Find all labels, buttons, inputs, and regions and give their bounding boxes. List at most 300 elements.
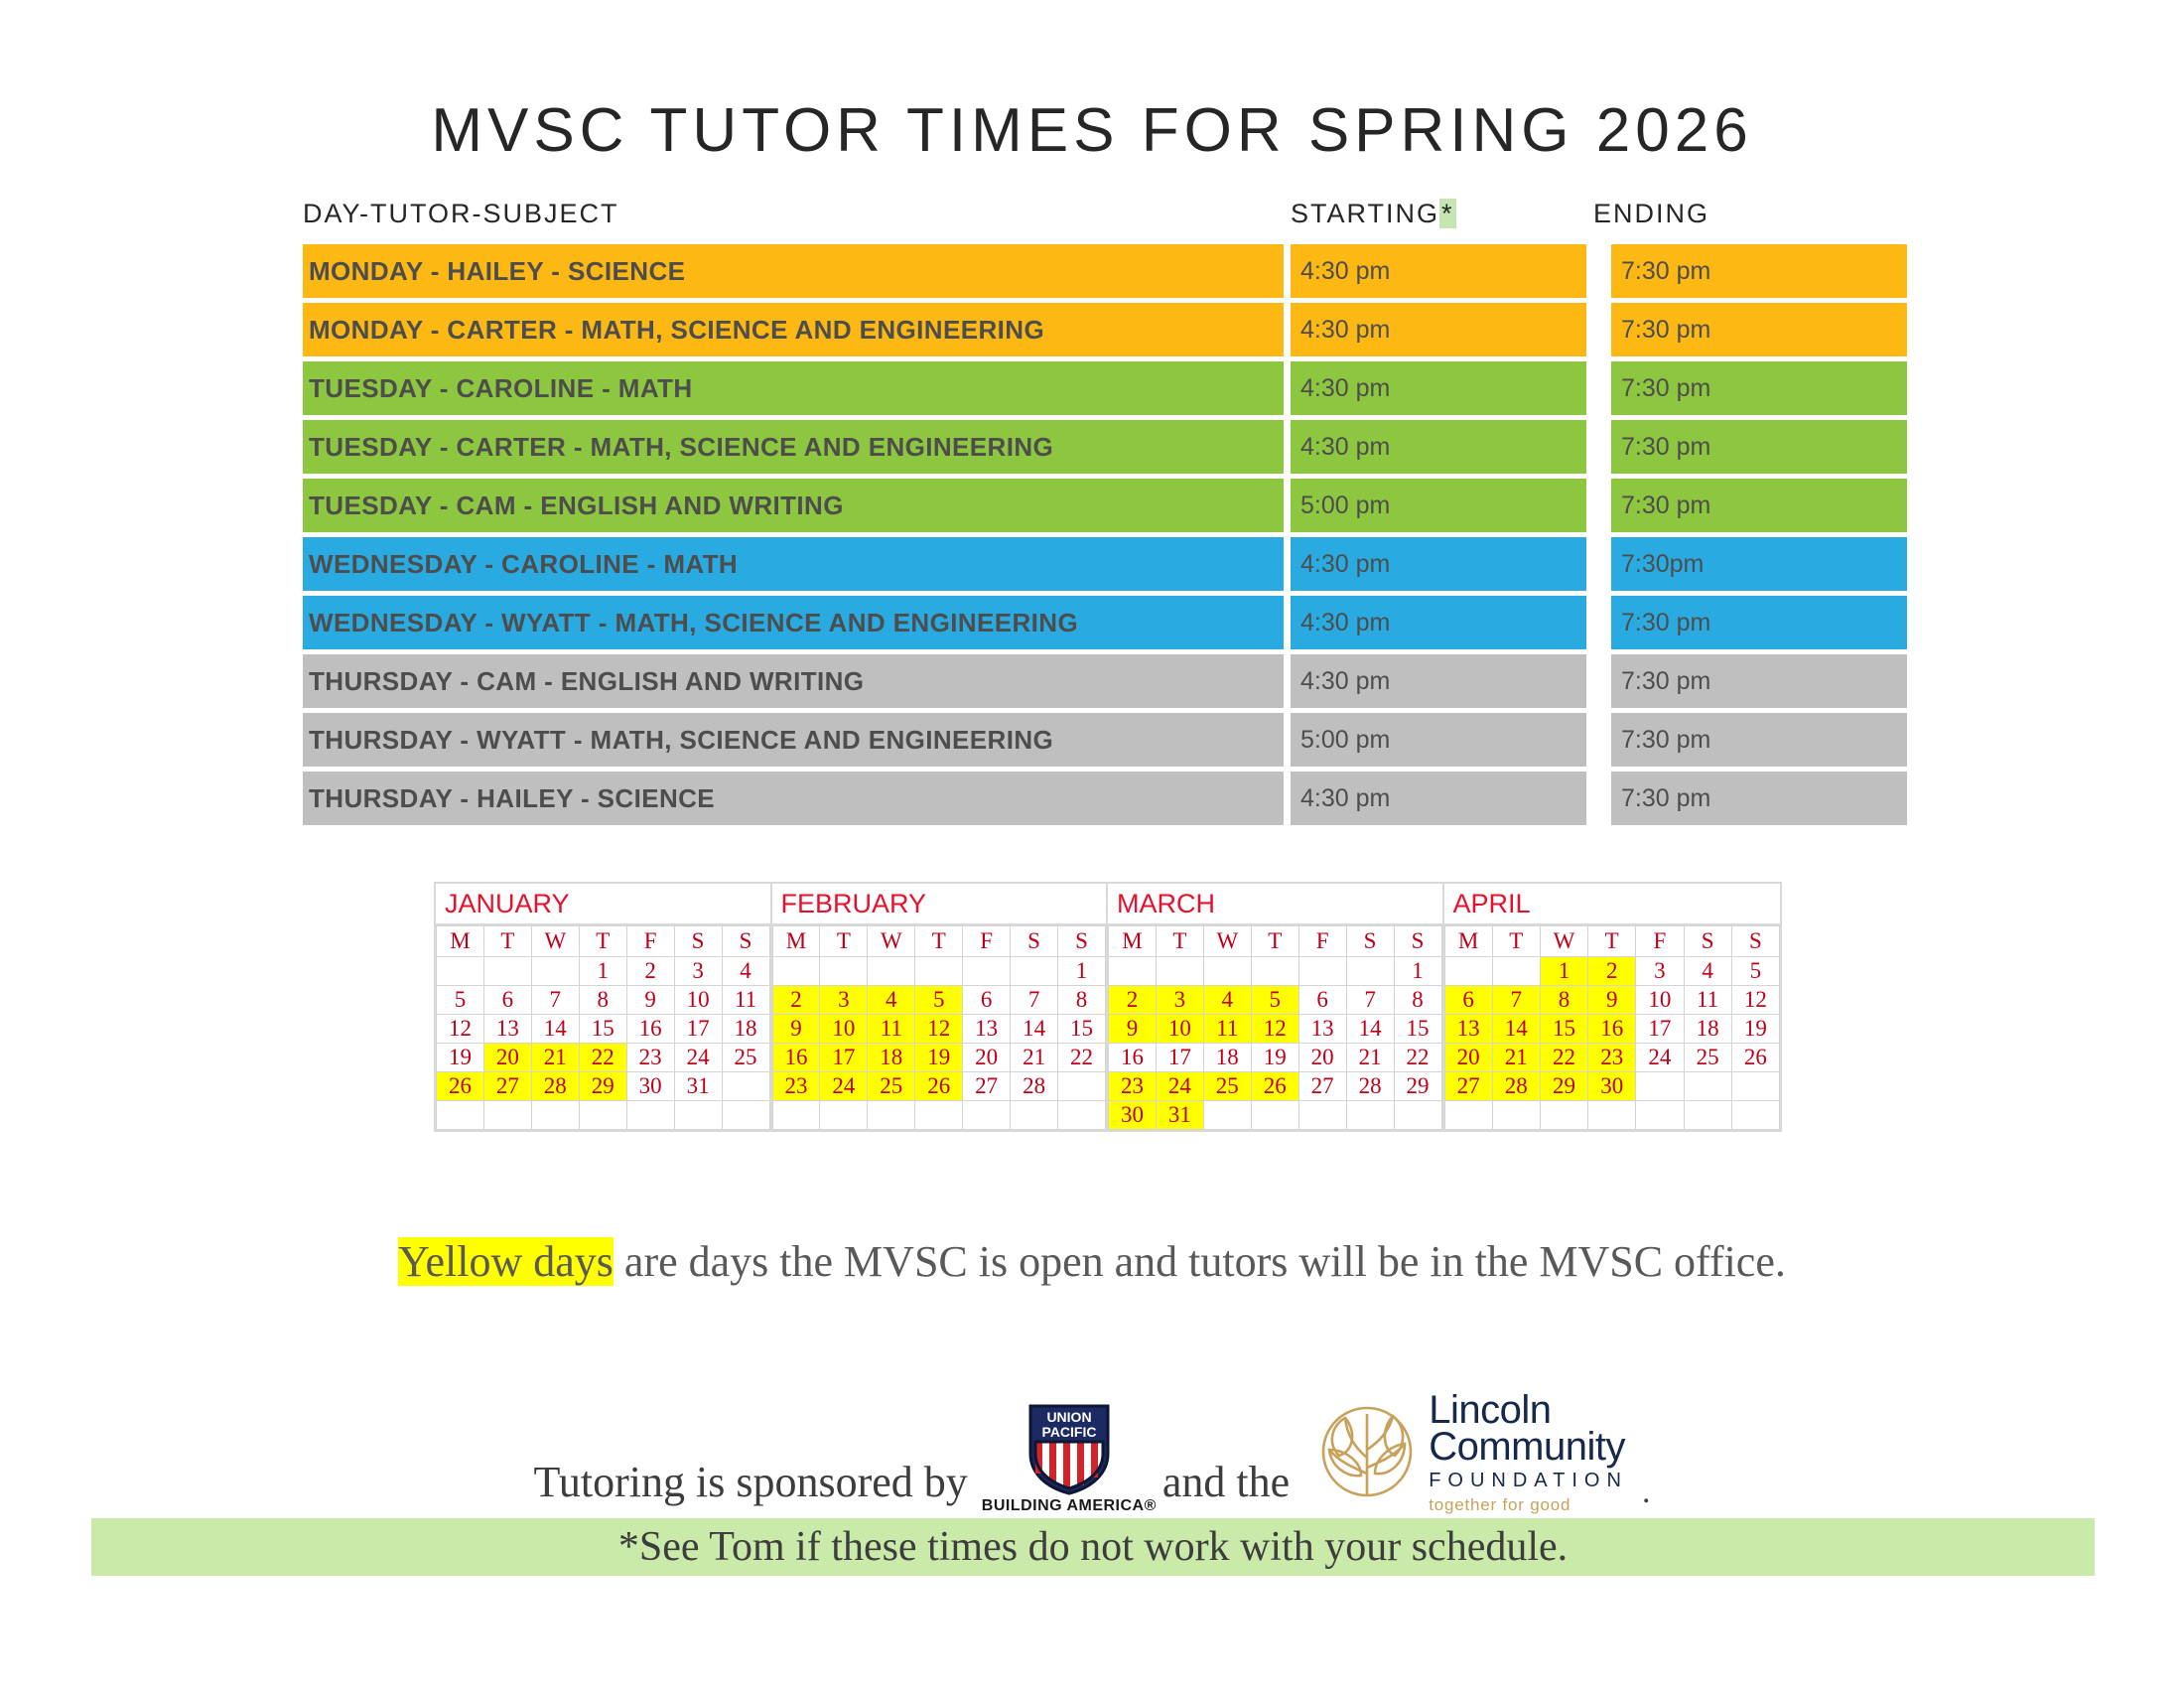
calendar-day-cell: 14 [1492, 1015, 1540, 1044]
cell-divider [1284, 244, 1291, 298]
calendar-empty-cell [1684, 1101, 1731, 1130]
calendar-day-cell: 24 [820, 1072, 868, 1101]
calendar-weekday-header: S [1394, 926, 1441, 957]
table-row [303, 361, 1916, 415]
calendar-week-row [437, 986, 770, 1015]
calendar-weekday-header: M [1109, 926, 1157, 957]
calendar-day-cell: 5 [1731, 957, 1779, 986]
calendar-day-cell: 25 [1203, 1072, 1251, 1101]
calendar-day-cell: 23 [772, 1072, 820, 1101]
row-end-time-cell: 7:30 pm [1611, 654, 1907, 708]
cell-divider [1284, 654, 1291, 708]
calendar-week-row [772, 1101, 1106, 1130]
calendar-grid [1444, 925, 1781, 1130]
calendar-empty-cell [1109, 957, 1157, 986]
legend-caption [0, 1236, 2184, 1287]
calendar-day-cell: 6 [963, 986, 1011, 1015]
calendar-day-cell: 30 [1588, 1072, 1636, 1101]
calendar-day-cell: 23 [1588, 1044, 1636, 1072]
calendar-weekday-header-row [1444, 926, 1780, 957]
row-start-time-cell: 4:30 pm [1291, 244, 1586, 298]
calendar-empty-cell [1203, 1101, 1251, 1130]
table-row [303, 713, 1916, 767]
lincoln-line3: FOUNDATION [1429, 1470, 1628, 1491]
calendar-day-cell: 30 [626, 1072, 674, 1101]
table-row [303, 244, 1916, 298]
calendar-day-cell: 21 [1492, 1044, 1540, 1072]
calendar-week-row [437, 1101, 770, 1130]
calendar-empty-cell [1731, 1101, 1779, 1130]
calendar-weekday-header-row [437, 926, 770, 957]
calendar-day-cell: 7 [1492, 986, 1540, 1015]
calendar-day-cell: 16 [772, 1044, 820, 1072]
calendar-empty-cell [868, 957, 915, 986]
calendar-day-cell: 25 [1684, 1044, 1731, 1072]
calendar-day-cell: 17 [1636, 1015, 1684, 1044]
calendar-weekday-header: F [626, 926, 674, 957]
calendar-day-cell: 23 [626, 1044, 674, 1072]
row-end-time-cell: 7:30 pm [1611, 772, 1907, 825]
calendar-day-cell: 12 [915, 1015, 963, 1044]
calendar-day-cell: 13 [1298, 1015, 1346, 1044]
calendar-day-cell: 24 [674, 1044, 722, 1072]
calendar-week-row [1444, 957, 1780, 986]
calendar-day-cell: 9 [772, 1015, 820, 1044]
calendar-day-cell: 19 [1251, 1044, 1298, 1072]
calendar-day-cell: 9 [1109, 1015, 1157, 1044]
table-row [303, 420, 1916, 474]
calendar-month [1108, 884, 1444, 1130]
calendar-day-cell: 5 [1251, 986, 1298, 1015]
calendar-day-cell: 28 [1011, 1072, 1058, 1101]
calendar-weekday-header: F [1636, 926, 1684, 957]
calendar-day-cell: 30 [1109, 1101, 1157, 1130]
calendar-day-cell: 13 [483, 1015, 531, 1044]
calendar-day-cell: 23 [1109, 1072, 1157, 1101]
calendar-day-cell: 16 [1109, 1044, 1157, 1072]
row-end-time-cell: 7:30 pm [1611, 479, 1907, 532]
cell-divider [1284, 713, 1291, 767]
calendar-weekday-header: S [674, 926, 722, 957]
calendar-empty-cell [1492, 957, 1540, 986]
calendar-day-cell: 16 [626, 1015, 674, 1044]
cell-divider [1586, 479, 1611, 532]
calendar-weekday-header-row [1109, 926, 1442, 957]
calendar-day-cell: 31 [674, 1072, 722, 1101]
calendar-empty-cell [483, 1101, 531, 1130]
calendar-week-row [772, 1015, 1106, 1044]
row-end-time-cell: 7:30pm [1611, 537, 1907, 591]
calendar-empty-cell [1444, 1101, 1492, 1130]
cell-divider [1586, 361, 1611, 415]
calendar-day-cell: 22 [1540, 1044, 1587, 1072]
calendar-weekday-header: T [1156, 926, 1203, 957]
calendar-empty-cell [1298, 957, 1346, 986]
calendar-empty-cell [1731, 1072, 1779, 1101]
calendar-day-cell: 8 [1058, 986, 1106, 1015]
row-subject-cell: THURSDAY - WYATT - MATH, SCIENCE AND ENGINEERING [303, 713, 1284, 767]
lincoln-line2: Community [1429, 1425, 1625, 1469]
calendar-day-cell: 29 [1394, 1072, 1441, 1101]
calendar-empty-cell [1058, 1101, 1106, 1130]
calendar-day-cell: 1 [1394, 957, 1441, 986]
calendar-day-cell: 15 [1058, 1015, 1106, 1044]
calendar-day-cell: 10 [820, 1015, 868, 1044]
calendar-empty-cell [868, 1101, 915, 1130]
legend-caption-rest: are days the MVSC is open and tutors will be in the MVSC office. [613, 1237, 1786, 1286]
calendar-day-cell: 27 [1444, 1072, 1492, 1101]
row-start-time-cell: 4:30 pm [1291, 654, 1586, 708]
calendar-day-cell: 20 [963, 1044, 1011, 1072]
calendar-day-cell: 4 [1203, 986, 1251, 1015]
calendar-day-cell: 29 [579, 1072, 626, 1101]
calendar-empty-cell [772, 1101, 820, 1130]
calendar-day-cell: 7 [1011, 986, 1058, 1015]
calendar-empty-cell [963, 1101, 1011, 1130]
row-start-time-cell: 5:00 pm [1291, 479, 1586, 532]
calendar-day-cell: 16 [1588, 1015, 1636, 1044]
table-body [303, 244, 1916, 825]
row-subject-cell: TUESDAY - CARTER - MATH, SCIENCE AND ENGINEERING [303, 420, 1284, 474]
calendar-empty-cell [772, 957, 820, 986]
calendar-empty-cell [1346, 957, 1394, 986]
calendar-weekday-header: W [531, 926, 579, 957]
calendar-empty-cell [531, 957, 579, 986]
calendar-day-cell: 1 [1058, 957, 1106, 986]
calendar-day-cell: 3 [820, 986, 868, 1015]
calendar-day-cell: 14 [1346, 1015, 1394, 1044]
calendar-day-cell: 15 [1394, 1015, 1441, 1044]
tutor-schedule-table [303, 199, 1916, 830]
row-subject-cell: WEDNESDAY - WYATT - MATH, SCIENCE AND ENGINEERING [303, 596, 1284, 649]
column-header-subject: DAY-TUTOR-SUBJECT [303, 199, 619, 228]
calendar-empty-cell [963, 957, 1011, 986]
calendar-day-cell: 21 [531, 1044, 579, 1072]
row-start-time-cell: 4:30 pm [1291, 303, 1586, 356]
row-end-time-cell: 7:30 pm [1611, 303, 1907, 356]
calendar-weekday-header: M [1444, 926, 1492, 957]
calendar-day-cell: 11 [1203, 1015, 1251, 1044]
calendar-month-name: APRIL [1444, 884, 1781, 925]
cell-divider [1284, 479, 1291, 532]
calendar-weekday-header: S [1058, 926, 1106, 957]
row-subject-cell: TUESDAY - CAROLINE - MATH [303, 361, 1284, 415]
calendar-weekday-header: S [1684, 926, 1731, 957]
calendar-day-cell: 12 [1731, 986, 1779, 1015]
calendar-day-cell: 22 [1394, 1044, 1441, 1072]
calendar-week-row [1109, 957, 1442, 986]
calendar-day-cell: 9 [1588, 986, 1636, 1015]
calendar-empty-cell [722, 1072, 769, 1101]
calendar-day-cell: 5 [437, 986, 484, 1015]
legend-highlight-term: Yellow days [398, 1237, 614, 1286]
calendar-day-cell: 6 [1444, 986, 1492, 1015]
union-pacific-tagline: BUILDING AMERICA® [981, 1497, 1157, 1514]
sponsor-line [0, 1390, 2184, 1515]
calendar-day-cell: 28 [1346, 1072, 1394, 1101]
calendar-weekday-header: F [963, 926, 1011, 957]
calendar-day-cell: 17 [674, 1015, 722, 1044]
calendar-week-row [1444, 986, 1780, 1015]
semester-calendar [434, 882, 1782, 1132]
calendar-empty-cell [531, 1101, 579, 1130]
calendar-empty-cell [1540, 1101, 1587, 1130]
row-subject-cell: WEDNESDAY - CAROLINE - MATH [303, 537, 1284, 591]
calendar-week-row [1109, 1101, 1442, 1130]
calendar-day-cell: 18 [1203, 1044, 1251, 1072]
cell-divider [1586, 244, 1611, 298]
calendar-empty-cell [1394, 1101, 1441, 1130]
cell-divider [1586, 420, 1611, 474]
calendar-empty-cell [1203, 957, 1251, 986]
calendar-empty-cell [1156, 957, 1203, 986]
calendar-day-cell: 13 [963, 1015, 1011, 1044]
table-row [303, 303, 1916, 356]
calendar-day-cell: 20 [1444, 1044, 1492, 1072]
calendar-day-cell: 7 [1346, 986, 1394, 1015]
calendar-empty-cell [1636, 1072, 1684, 1101]
calendar-week-row [772, 986, 1106, 1015]
calendar-week-row [437, 1072, 770, 1101]
calendar-weekday-header: F [1298, 926, 1346, 957]
cell-divider [1586, 537, 1611, 591]
calendar-day-cell: 18 [722, 1015, 769, 1044]
calendar-day-cell: 21 [1346, 1044, 1394, 1072]
calendar-day-cell: 12 [1251, 1015, 1298, 1044]
lincoln-tree-circle-icon [1315, 1400, 1419, 1503]
calendar-day-cell: 4 [1684, 957, 1731, 986]
row-subject-cell: TUESDAY - CAM - ENGLISH AND WRITING [303, 479, 1284, 532]
calendar-week-row [772, 957, 1106, 986]
union-pacific-line2: PACIFIC [1041, 1424, 1097, 1440]
cell-divider [1284, 596, 1291, 649]
lincoln-line1: Lincoln [1429, 1388, 1552, 1432]
table-row [303, 596, 1916, 649]
calendar-day-cell: 17 [1156, 1044, 1203, 1072]
calendar-weekday-header: W [1540, 926, 1587, 957]
row-subject-cell: THURSDAY - HAILEY - SCIENCE [303, 772, 1284, 825]
calendar-day-cell: 8 [1394, 986, 1441, 1015]
row-start-time-cell: 4:30 pm [1291, 420, 1586, 474]
footer-note-banner [91, 1518, 2095, 1576]
calendar-day-cell: 18 [868, 1044, 915, 1072]
calendar-empty-cell [1251, 957, 1298, 986]
calendar-month-name: MARCH [1108, 884, 1442, 925]
calendar-empty-cell [1011, 1101, 1058, 1130]
calendar-weekday-header: T [915, 926, 963, 957]
union-pacific-shield-icon [1026, 1400, 1112, 1495]
table-row [303, 537, 1916, 591]
calendar-empty-cell [1298, 1101, 1346, 1130]
calendar-empty-cell [1251, 1101, 1298, 1130]
calendar-day-cell: 2 [626, 957, 674, 986]
column-header-starting [1291, 199, 1593, 229]
calendar-empty-cell [1444, 957, 1492, 986]
calendar-day-cell: 15 [579, 1015, 626, 1044]
cell-divider [1586, 303, 1611, 356]
calendar-day-cell: 26 [1251, 1072, 1298, 1101]
calendar-day-cell: 11 [1684, 986, 1731, 1015]
calendar-day-cell: 25 [868, 1072, 915, 1101]
calendar-weekday-header: S [1011, 926, 1058, 957]
calendar-empty-cell [1058, 1072, 1106, 1101]
starting-asterisk: * [1441, 199, 1454, 228]
calendar-empty-cell [1588, 1101, 1636, 1130]
calendar-month [1444, 884, 1781, 1130]
calendar-day-cell: 2 [1588, 957, 1636, 986]
calendar-day-cell: 6 [1298, 986, 1346, 1015]
lincoln-wordmark [1429, 1390, 1628, 1513]
calendar-day-cell: 20 [1298, 1044, 1346, 1072]
cell-divider [1284, 361, 1291, 415]
calendar-weekday-header: S [1346, 926, 1394, 957]
row-end-time-cell: 7:30 pm [1611, 713, 1907, 767]
calendar-week-row [1444, 1015, 1780, 1044]
calendar-day-cell: 19 [1731, 1015, 1779, 1044]
calendar-day-cell: 26 [915, 1072, 963, 1101]
calendar-empty-cell [820, 1101, 868, 1130]
sponsor-trailing-dot: . [1641, 1474, 1651, 1510]
page-title: MVSC TUTOR TIMES FOR SPRING 2026 [431, 96, 1753, 165]
calendar-week-row [1109, 1015, 1442, 1044]
calendar-empty-cell [1346, 1101, 1394, 1130]
calendar-day-cell: 19 [915, 1044, 963, 1072]
calendar-week-row [437, 957, 770, 986]
calendar-weekday-header: S [1731, 926, 1779, 957]
calendar-week-row [1109, 1072, 1442, 1101]
calendar-day-cell: 17 [820, 1044, 868, 1072]
calendar-empty-cell [722, 1101, 769, 1130]
cell-divider [1284, 303, 1291, 356]
calendar-day-cell: 29 [1540, 1072, 1587, 1101]
row-subject-cell: MONDAY - HAILEY - SCIENCE [303, 244, 1284, 298]
row-end-time-cell: 7:30 pm [1611, 420, 1907, 474]
calendar-day-cell: 14 [531, 1015, 579, 1044]
calendar-weekday-header: S [722, 926, 769, 957]
calendar-week-row [437, 1044, 770, 1072]
calendar-day-cell: 4 [722, 957, 769, 986]
sponsor-middle-text: and the [1161, 1458, 1291, 1506]
calendar-day-cell: 4 [868, 986, 915, 1015]
calendar-day-cell: 26 [1731, 1044, 1779, 1072]
calendar-week-row [1109, 986, 1442, 1015]
calendar-day-cell: 27 [963, 1072, 1011, 1101]
calendar-day-cell: 1 [579, 957, 626, 986]
calendar-day-cell: 14 [1011, 1015, 1058, 1044]
calendar-day-cell: 2 [772, 986, 820, 1015]
row-start-time-cell: 4:30 pm [1291, 361, 1586, 415]
calendar-day-cell: 11 [722, 986, 769, 1015]
calendar-day-cell: 7 [531, 986, 579, 1015]
calendar-day-cell: 8 [579, 986, 626, 1015]
row-start-time-cell: 4:30 pm [1291, 772, 1586, 825]
row-subject-cell: THURSDAY - CAM - ENGLISH AND WRITING [303, 654, 1284, 708]
cell-divider [1586, 713, 1611, 767]
calendar-week-row [772, 1072, 1106, 1101]
calendar-weekday-header: W [1203, 926, 1251, 957]
calendar-day-cell: 11 [868, 1015, 915, 1044]
calendar-day-cell: 3 [674, 957, 722, 986]
calendar-empty-cell [483, 957, 531, 986]
calendar-weekday-header-row [772, 926, 1106, 957]
calendar-empty-cell [579, 1101, 626, 1130]
calendar-day-cell: 3 [1156, 986, 1203, 1015]
cell-divider [1586, 654, 1611, 708]
calendar-day-cell: 24 [1636, 1044, 1684, 1072]
union-pacific-logo [982, 1400, 1157, 1515]
row-subject-cell: MONDAY - CARTER - MATH, SCIENCE AND ENGINEERING [303, 303, 1284, 356]
calendar-day-cell: 20 [483, 1044, 531, 1072]
calendar-day-cell: 10 [1156, 1015, 1203, 1044]
calendar-day-cell: 13 [1444, 1015, 1492, 1044]
calendar-day-cell: 28 [1492, 1072, 1540, 1101]
row-end-time-cell: 7:30 pm [1611, 244, 1907, 298]
union-pacific-line1: UNION [1046, 1409, 1092, 1425]
calendar-empty-cell [1011, 957, 1058, 986]
row-start-time-cell: 4:30 pm [1291, 537, 1586, 591]
calendar-day-cell: 28 [531, 1072, 579, 1101]
calendar-weekday-header: T [579, 926, 626, 957]
calendar-weekday-header: T [820, 926, 868, 957]
column-header-starting-label: STARTING [1291, 199, 1440, 228]
cell-divider [1284, 420, 1291, 474]
calendar-day-cell: 21 [1011, 1044, 1058, 1072]
calendar-month [772, 884, 1109, 1130]
calendar-weekday-header: M [437, 926, 484, 957]
calendar-day-cell: 19 [437, 1044, 484, 1072]
calendar-day-cell: 22 [579, 1044, 626, 1072]
calendar-day-cell: 2 [1109, 986, 1157, 1015]
calendar-week-row [437, 1015, 770, 1044]
cell-divider [1284, 772, 1291, 825]
calendar-grid [772, 925, 1107, 1130]
table-row [303, 772, 1916, 825]
calendar-day-cell: 8 [1540, 986, 1587, 1015]
calendar-empty-cell [437, 957, 484, 986]
calendar-weekday-header: T [1251, 926, 1298, 957]
calendar-day-cell: 24 [1156, 1072, 1203, 1101]
calendar-grid [1108, 925, 1442, 1130]
calendar-month-name: FEBRUARY [772, 884, 1107, 925]
table-header-row [303, 199, 1916, 244]
calendar-day-cell: 3 [1636, 957, 1684, 986]
calendar-empty-cell [915, 1101, 963, 1130]
calendar-weekday-header: W [868, 926, 915, 957]
calendar-day-cell: 26 [437, 1072, 484, 1101]
calendar-weekday-header: T [483, 926, 531, 957]
calendar-day-cell: 12 [437, 1015, 484, 1044]
calendar-empty-cell [437, 1101, 484, 1130]
row-end-time-cell: 7:30 pm [1611, 596, 1907, 649]
calendar-day-cell: 10 [1636, 986, 1684, 1015]
calendar-empty-cell [915, 957, 963, 986]
row-start-time-cell: 5:00 pm [1291, 713, 1586, 767]
lincoln-tagline: together for good [1429, 1495, 1571, 1514]
calendar-month-name: JANUARY [436, 884, 770, 925]
calendar-day-cell: 18 [1684, 1015, 1731, 1044]
calendar-empty-cell [1684, 1072, 1731, 1101]
calendar-grid [436, 925, 770, 1130]
calendar-empty-cell [1492, 1101, 1540, 1130]
calendar-day-cell: 25 [722, 1044, 769, 1072]
calendar-day-cell: 31 [1156, 1101, 1203, 1130]
footer-note-text: *See Tom if these times do not work with your schedule. [617, 1524, 1569, 1570]
calendar-day-cell: 6 [483, 986, 531, 1015]
calendar-empty-cell [674, 1101, 722, 1130]
column-header-ending: ENDING [1593, 199, 1710, 228]
calendar-day-cell: 5 [915, 986, 963, 1015]
calendar-day-cell: 27 [1298, 1072, 1346, 1101]
